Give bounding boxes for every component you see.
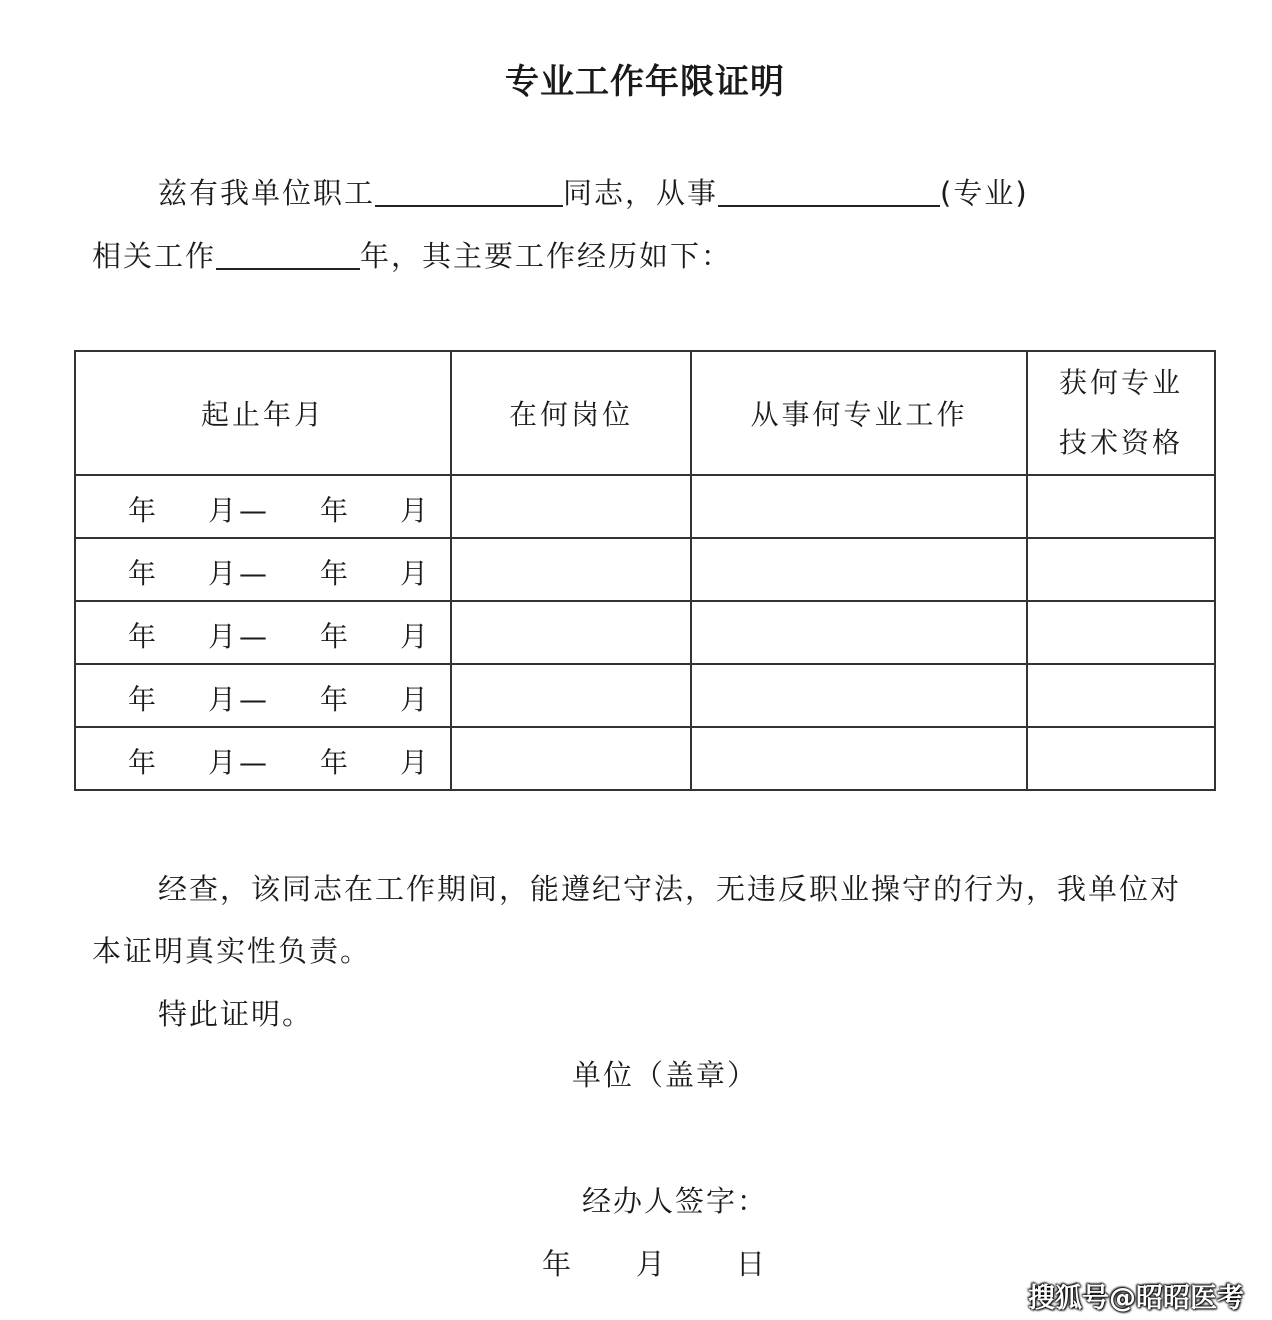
table-header-row <box>75 351 1215 475</box>
start-month: 月— <box>208 683 271 716</box>
end-month: 月 <box>400 683 432 716</box>
end-year: 年 <box>320 557 352 590</box>
intro-line-2 <box>92 238 732 274</box>
intro-text-2: 同志，从事 <box>563 176 719 210</box>
header-qualification <box>1027 351 1215 475</box>
header-qualification-line-1: 获何专业 <box>1058 366 1183 399</box>
qualification-cell[interactable] <box>1027 727 1215 790</box>
start-year: 年 <box>128 557 160 590</box>
end-year: 年 <box>320 620 352 653</box>
end-month: 月 <box>400 746 432 779</box>
header-position: 在何岗位 <box>451 351 691 475</box>
intro-text-5: 年，其主要工作经历如下： <box>360 239 733 273</box>
period-cell[interactable] <box>75 727 451 790</box>
qualification-cell[interactable] <box>1027 475 1215 538</box>
table-row <box>75 538 1215 601</box>
qualification-cell[interactable] <box>1027 538 1215 601</box>
specialty-work-cell[interactable] <box>691 538 1027 601</box>
table-row <box>75 475 1215 538</box>
employee-name-blank[interactable] <box>375 175 563 207</box>
start-month: 月— <box>208 620 271 653</box>
intro-line-1 <box>158 175 1029 211</box>
statement-line-2: 本证明真实性负责。 <box>92 934 372 968</box>
start-year: 年 <box>128 746 160 779</box>
specialty-work-cell[interactable] <box>691 664 1027 727</box>
date-month: 月 <box>636 1247 668 1281</box>
specialty-work-cell[interactable] <box>691 727 1027 790</box>
header-specialty-work: 从事何专业工作 <box>691 351 1027 475</box>
period-cell[interactable] <box>75 664 451 727</box>
start-year: 年 <box>128 620 160 653</box>
end-year: 年 <box>320 746 352 779</box>
start-year: 年 <box>128 494 160 527</box>
intro-text-4: 相关工作 <box>92 239 217 273</box>
position-cell[interactable] <box>451 538 691 601</box>
position-cell[interactable] <box>451 601 691 664</box>
end-year: 年 <box>320 683 352 716</box>
start-month: 月— <box>208 494 271 527</box>
table-row <box>75 601 1215 664</box>
period-cell[interactable] <box>75 475 451 538</box>
intro-text-1: 兹有我单位职工 <box>158 176 376 210</box>
start-year: 年 <box>128 683 160 716</box>
period-cell[interactable] <box>75 601 451 664</box>
header-qualification-line-2: 技术资格 <box>1058 426 1183 459</box>
document-title: 专业工作年限证明 <box>505 62 785 102</box>
seal-label: 单位（盖章） <box>572 1058 759 1092</box>
end-year: 年 <box>320 494 352 527</box>
statement-line-1: 经查，该同志在工作期间，能遵纪守法，无违反职业操守的行为，我单位对 <box>158 872 1182 906</box>
work-experience-table <box>74 350 1216 791</box>
position-cell[interactable] <box>451 475 691 538</box>
date-day: 日 <box>736 1247 768 1281</box>
qualification-cell[interactable] <box>1027 664 1215 727</box>
end-month: 月 <box>400 494 432 527</box>
end-month: 月 <box>400 620 432 653</box>
position-cell[interactable] <box>451 727 691 790</box>
intro-text-3: (专业) <box>940 176 1029 210</box>
period-cell[interactable] <box>75 538 451 601</box>
table-row <box>75 664 1215 727</box>
signature-label: 经办人签字： <box>582 1184 769 1218</box>
table-row <box>75 727 1215 790</box>
qualification-cell[interactable] <box>1027 601 1215 664</box>
closing-text: 特此证明。 <box>158 997 314 1031</box>
start-month: 月— <box>208 746 271 779</box>
position-cell[interactable] <box>451 664 691 727</box>
years-blank[interactable] <box>216 238 360 270</box>
specialty-work-cell[interactable] <box>691 475 1027 538</box>
specialty-blank[interactable] <box>718 175 940 207</box>
specialty-work-cell[interactable] <box>691 601 1027 664</box>
start-month: 月— <box>208 557 271 590</box>
header-period: 起止年月 <box>75 351 451 475</box>
watermark: 搜狐号@昭昭医考 <box>1028 1283 1244 1314</box>
end-month: 月 <box>400 557 432 590</box>
date-year: 年 <box>542 1247 574 1281</box>
